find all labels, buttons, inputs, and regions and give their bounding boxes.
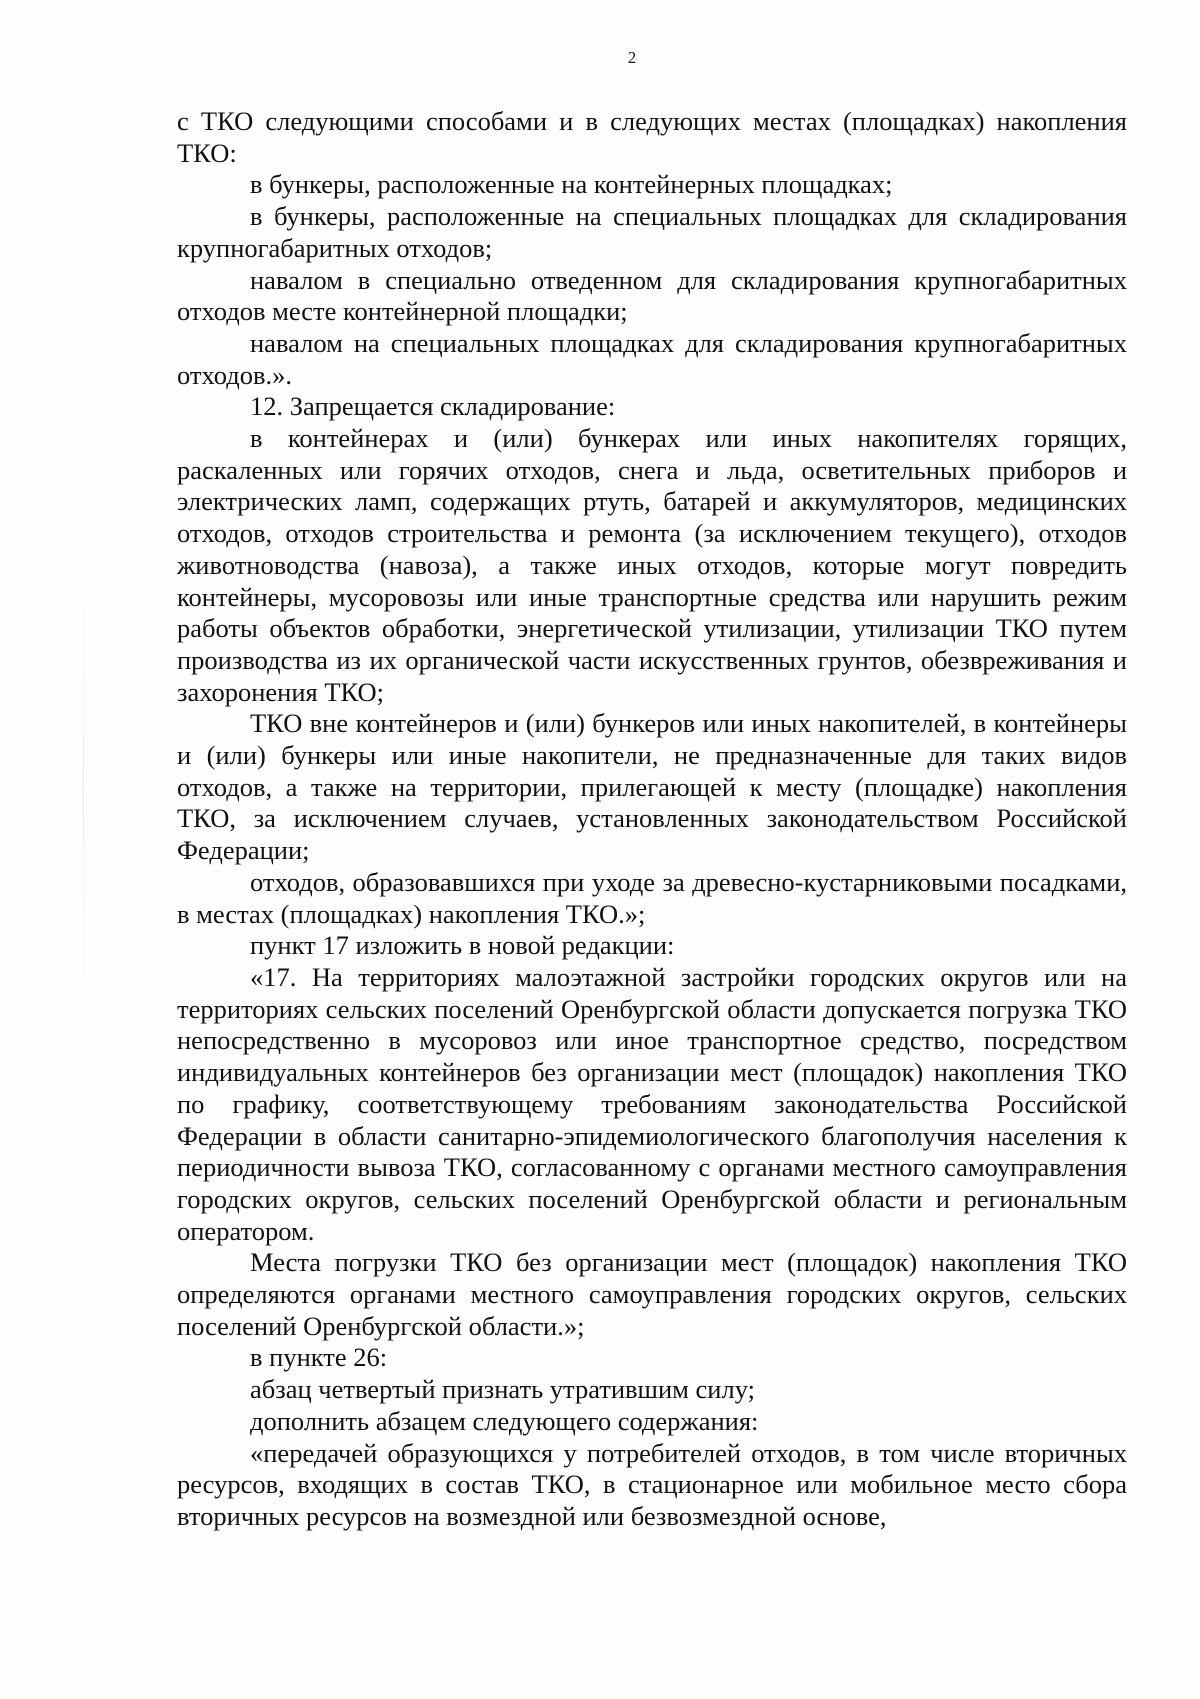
paragraph: «передачей образующихся у потребителей отходов, в том числе вторичных ресурсов, входящих в состав ТКО, в стационарное или мобильное место сбора вторичных ресурсов на возмездной или безвозмездной основе, xyxy=(177,1437,1127,1531)
page-number: 2 xyxy=(627,48,637,67)
paragraph: ТКО вне контейнеров и (или) бункеров или иных накопителей, в контейнеры и (или) бункеры или иные накопители, не предназначенные для таких видов отходов, а также на территории, прилегающей к месту (площадке) накопления ТКО, за исключением случаев, установленных законодательством Российской Федерации; xyxy=(177,708,1127,866)
paragraph: дополнить абзацем следующего содержания: xyxy=(250,1405,759,1436)
paragraph: навалом в специально отведенном для складирования крупногабаритных отходов месте контейнерной площадки; xyxy=(177,264,1127,327)
paragraph: с ТКО следующими способами и в следующих местах (площадках) накопления ТКО: xyxy=(177,106,1127,168)
paragraph: пункт 17 изложить в новой редакции: xyxy=(250,930,675,961)
paragraph: «17. На территориях малоэтажной застройки городских округов или на территориях сельских поселений Оренбургской области допускается погрузка ТКО непосредственно в мусоровоз или иное транспортное средство, посредством индивидуальных контейнеров без организации мест (площадок) накопления ТКО по графику, соответствующему требованиям законодательства Российской Федерации в области санитарно-эпидемиологического благополучия населения к периодичности вывоза ТКО, согласованному с органами местного самоуправления городских округов, сельских поселений Оренбургской области и региональным оператором. xyxy=(177,961,1127,1246)
paragraph: в контейнерах и (или) бункерах или иных накопителях горящих, раскаленных или горячих отходов, снега и льда, осветительных приборов и электрических ламп, содержащих ртуть, батарей и аккумуляторов, медицинских отходов, отходов строительства и ремонта (за исключением текущего), отходов животноводства (навоза), а также иных отходов, которые могут повредить контейнеры, мусоровозы или иные транспортные средства или нарушить режим работы объектов обработки, энергетической утилизации, утилизации ТКО путем производства из их органической части искусственных грунтов, обезвреживания и захоронения ТКО; xyxy=(177,423,1127,707)
paragraph: абзац четвертый признать утратившим силу; xyxy=(250,1374,755,1405)
document-body xyxy=(177,106,1127,1533)
scan-edge-shadow xyxy=(83,560,84,1020)
paragraph: Места погрузки ТКО без организации мест (площадок) накопления ТКО определяются органами местного самоуправления городских округов, сельских поселений Оренбургской области.»; xyxy=(177,1247,1127,1341)
paragraph: в пункте 26: xyxy=(250,1342,388,1373)
paragraph: в бункеры, расположенные на специальных площадках для складирования крупногабаритных отходов; xyxy=(177,201,1127,263)
paragraph: навалом на специальных площадках для складирования крупногабаритных отходов.». xyxy=(177,327,1127,390)
paragraph: отходов, образовавшихся при уходе за древесно-кустарниковыми посадками, в местах (площадках) накопления ТКО.»; xyxy=(177,866,1127,929)
paragraph: 12. Запрещается складирование: xyxy=(250,391,616,422)
paragraph: в бункеры, расположенные на контейнерных площадках; xyxy=(250,169,893,200)
